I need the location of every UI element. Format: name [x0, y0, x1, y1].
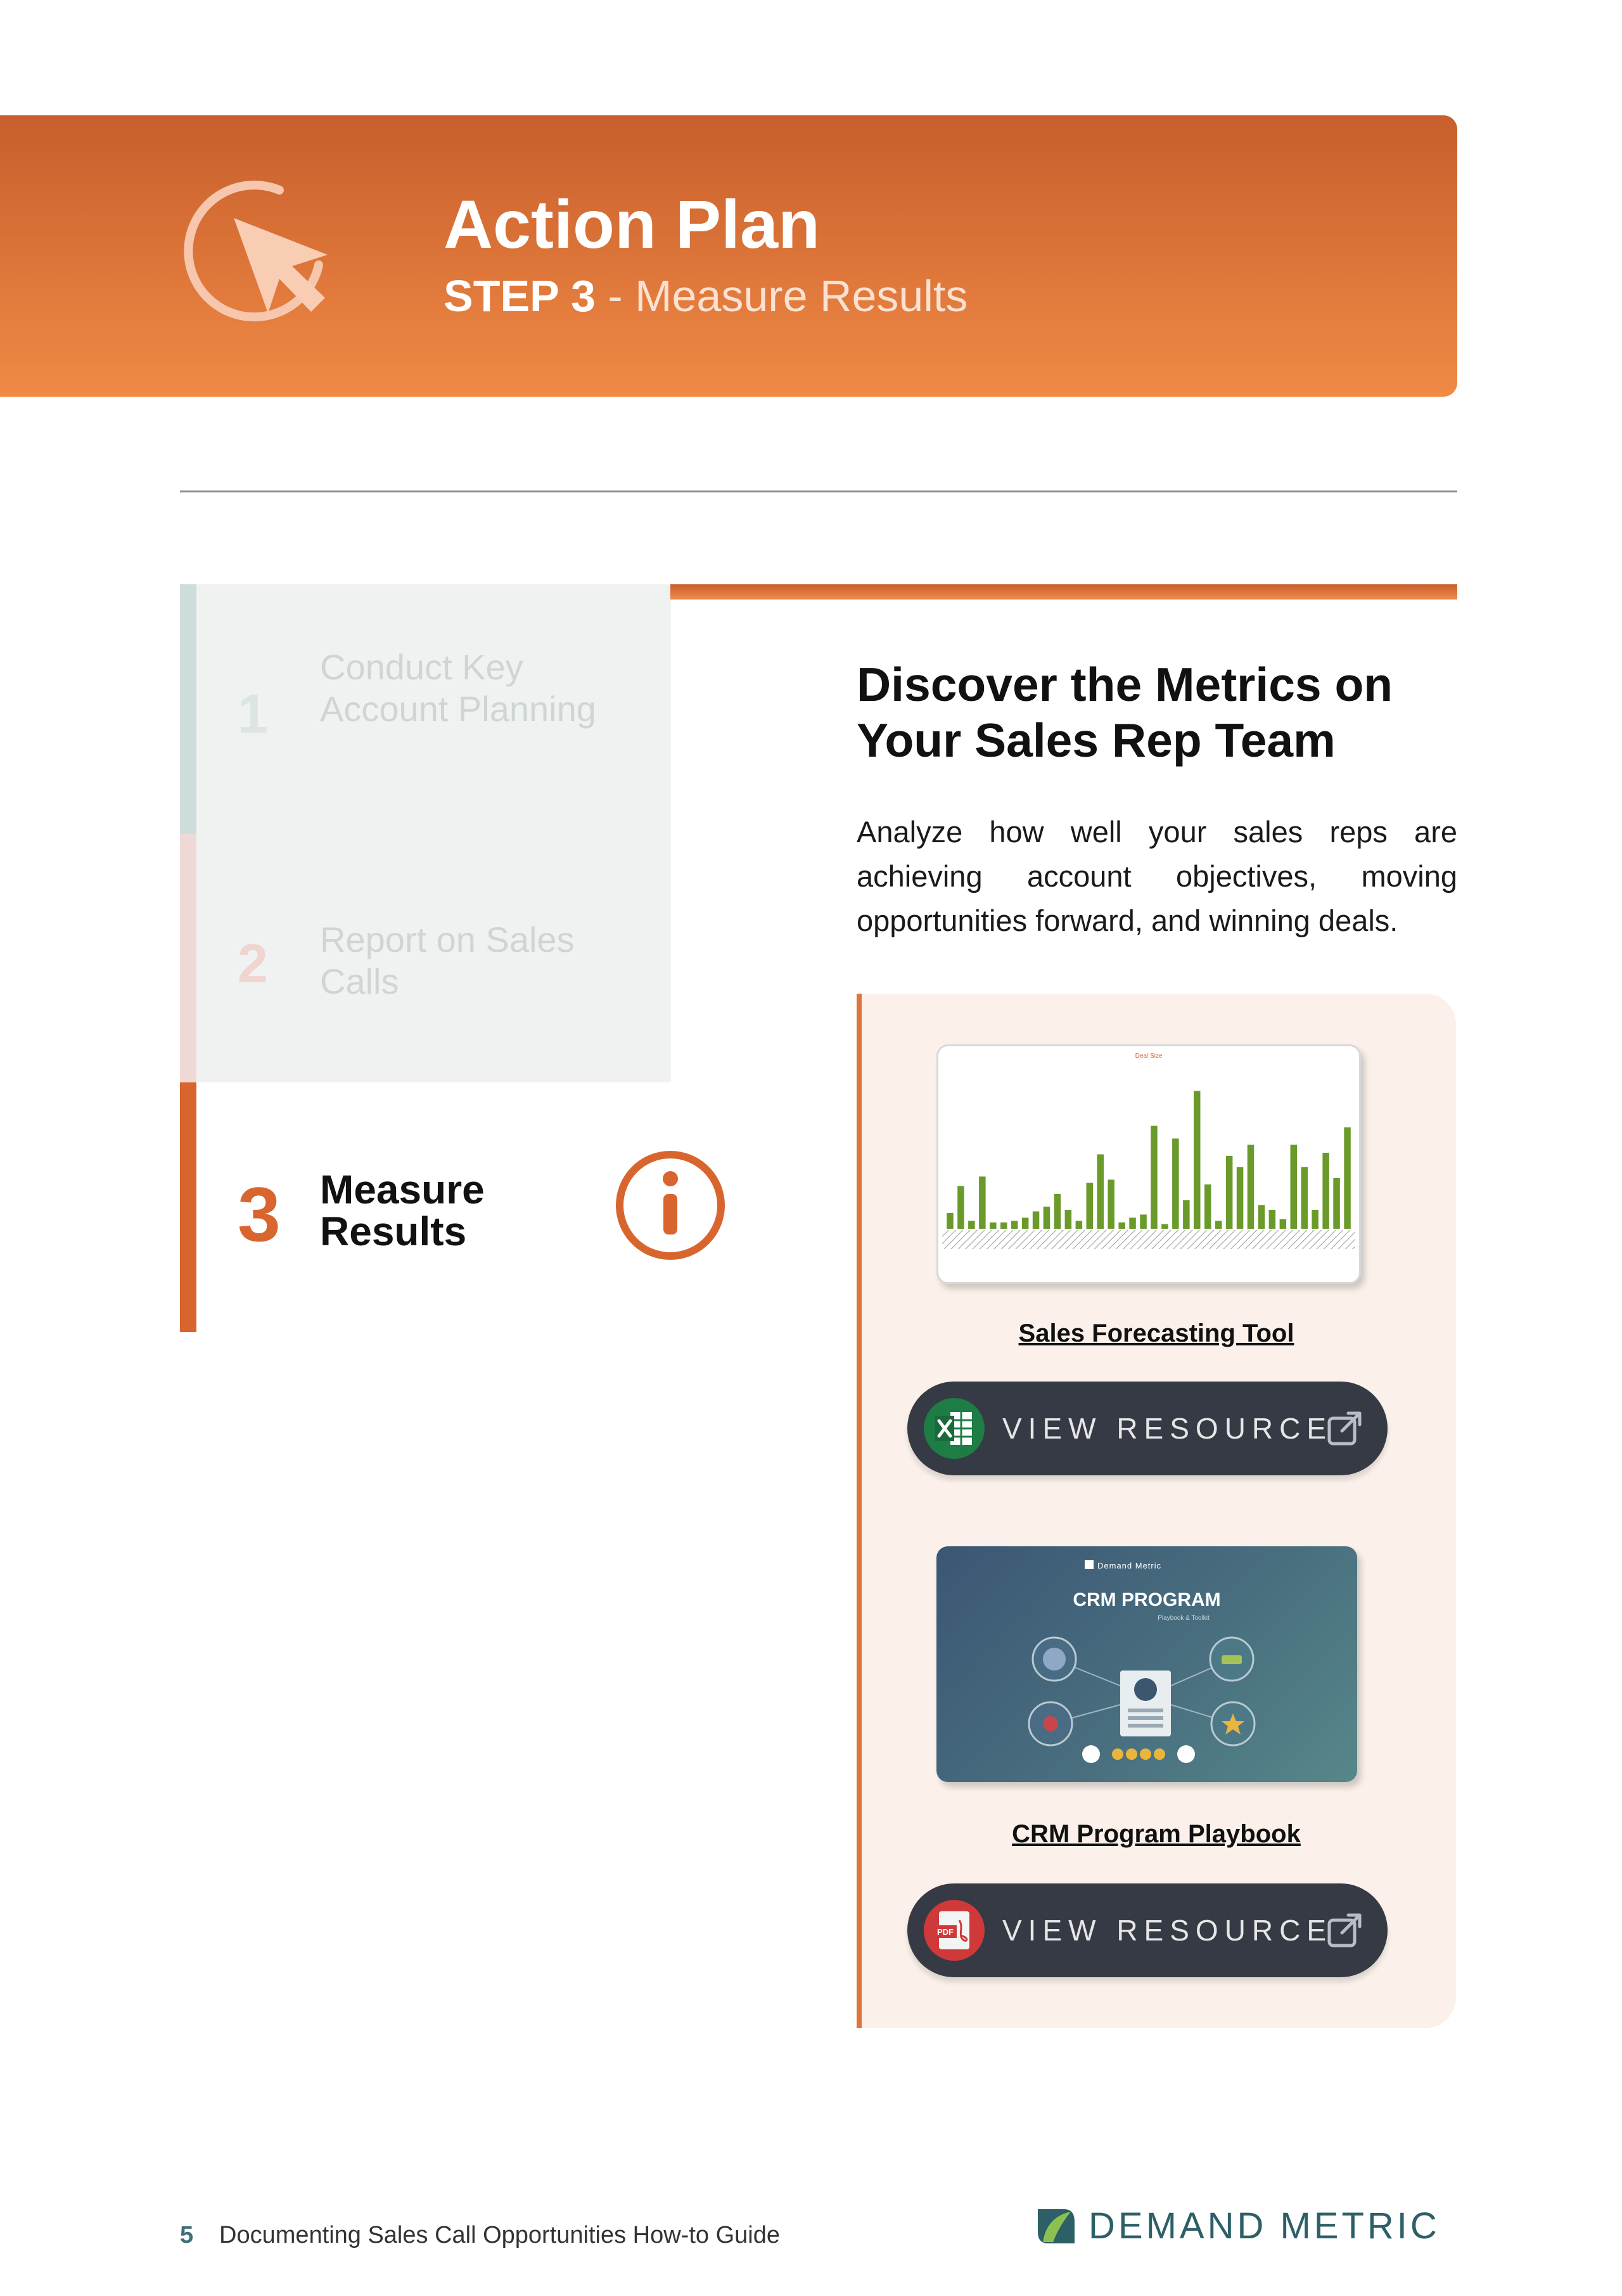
step-2-bar [180, 834, 196, 1082]
step-name-label: - Measure Results [595, 271, 968, 321]
crm-program-illustration [936, 1546, 1357, 1782]
divider [180, 491, 1457, 492]
thumbnail-title: CRM PROGRAM [1073, 1589, 1221, 1610]
chart-bar [1161, 1224, 1168, 1229]
chart-bar [1333, 1178, 1340, 1229]
chart-bar [1215, 1221, 1222, 1229]
chart-bar [1033, 1212, 1040, 1229]
step-3-bar [180, 1082, 196, 1332]
chart-bar [1140, 1215, 1147, 1229]
crm-program-playbook-link[interactable]: CRM Program Playbook [1012, 1820, 1301, 1848]
chart-bar [1237, 1167, 1244, 1229]
chart-title: Deal Size [1135, 1053, 1163, 1060]
chart-bar [1322, 1153, 1329, 1229]
thumbnail-subtitle: Playbook & Toolkit [1158, 1615, 1210, 1622]
deal-size-chart [938, 1046, 1359, 1282]
demand-metric-logo-icon [1085, 1560, 1094, 1569]
chart-bar [1151, 1126, 1158, 1229]
chart-bar [1044, 1207, 1050, 1229]
view-resource-button-1[interactable] [907, 1382, 1388, 1475]
chart-axis-labels-hatch [942, 1230, 1355, 1249]
view-resource-label: VIEW RESOURCE [1002, 1412, 1333, 1445]
sales-forecasting-tool-link[interactable]: Sales Forecasting Tool [1018, 1319, 1294, 1347]
chart-bar [1226, 1156, 1233, 1229]
step-number-label: STEP 3 [444, 271, 596, 321]
content-accent-bar [670, 584, 1457, 600]
step-3-number: 3 [238, 1171, 281, 1257]
view-resource-label: VIEW RESOURCE [1002, 1914, 1333, 1947]
chart-bar [1301, 1167, 1308, 1229]
chart-bar [1291, 1145, 1298, 1229]
chart-bars [947, 1091, 1351, 1229]
step-2-number: 2 [238, 933, 268, 994]
chart-bar [990, 1222, 997, 1229]
chart-bar [1076, 1221, 1083, 1229]
page-title: Action Plan [444, 186, 821, 262]
external-link-icon [1325, 1409, 1363, 1447]
chart-bar [1344, 1127, 1351, 1229]
pdf-icon [923, 1899, 986, 1962]
chart-bar [1097, 1155, 1104, 1229]
page-number: 5 [180, 2222, 194, 2248]
chart-bar [1011, 1221, 1018, 1229]
chart-bar [1172, 1139, 1179, 1229]
section-paragraph: Analyze how well your sales reps are achieving account objectives, moving opportunities forward, and winning deals. [857, 815, 1457, 937]
chart-bar [1194, 1091, 1201, 1229]
external-link-icon [1325, 1911, 1363, 1949]
demand-metric-logo-icon [1034, 2204, 1078, 2248]
step-1-bar [180, 584, 196, 834]
view-resource-button-2[interactable] [907, 1883, 1388, 1977]
chart-bar [1118, 1222, 1125, 1229]
svg-text:PDF: PDF [937, 1927, 954, 1937]
chart-bar [1248, 1145, 1255, 1229]
section-headline: Discover the Metrics on Your Sales Rep Team [857, 658, 1393, 767]
chart-bar [1065, 1210, 1072, 1229]
chart-bar [1280, 1219, 1287, 1229]
chart-bar [1204, 1184, 1211, 1229]
chart-bar [1054, 1194, 1061, 1229]
excel-icon [923, 1397, 986, 1460]
chart-bar [957, 1186, 964, 1229]
chart-bar [1183, 1200, 1190, 1229]
chart-bar [1258, 1205, 1265, 1229]
chart-bar [1022, 1218, 1029, 1229]
info-icon [613, 1148, 727, 1262]
footer-doc-title: Documenting Sales Call Opportunities How-to Guide [219, 2222, 780, 2248]
step-2-link[interactable]: Report on Sales Calls [320, 920, 575, 1001]
sales-forecasting-thumbnail[interactable] [936, 1044, 1361, 1284]
resources-card-bar [857, 994, 862, 2028]
step-subtitle [444, 271, 968, 321]
chart-bar [968, 1221, 975, 1229]
crm-program-thumbnail[interactable] [936, 1546, 1357, 1782]
chart-bar [1312, 1210, 1319, 1229]
chart-bar [1129, 1218, 1136, 1229]
step-1-number: 1 [238, 684, 268, 745]
chart-bar [1087, 1183, 1094, 1229]
chart-bar [947, 1213, 954, 1229]
footer-brand: DEMAND METRIC [1089, 2205, 1440, 2247]
thumbnail-brand: Demand Metric [1097, 1561, 1162, 1570]
chart-bar [1000, 1222, 1007, 1229]
rating-icons [1082, 1745, 1195, 1763]
step-1-link[interactable]: Conduct Key Account Planning [320, 647, 596, 729]
chart-bar [1269, 1210, 1276, 1229]
cursor-click-icon [181, 171, 345, 336]
chart-bar [1108, 1180, 1114, 1229]
chart-bar [979, 1177, 986, 1229]
step-3-label: Measure Results [320, 1167, 485, 1254]
